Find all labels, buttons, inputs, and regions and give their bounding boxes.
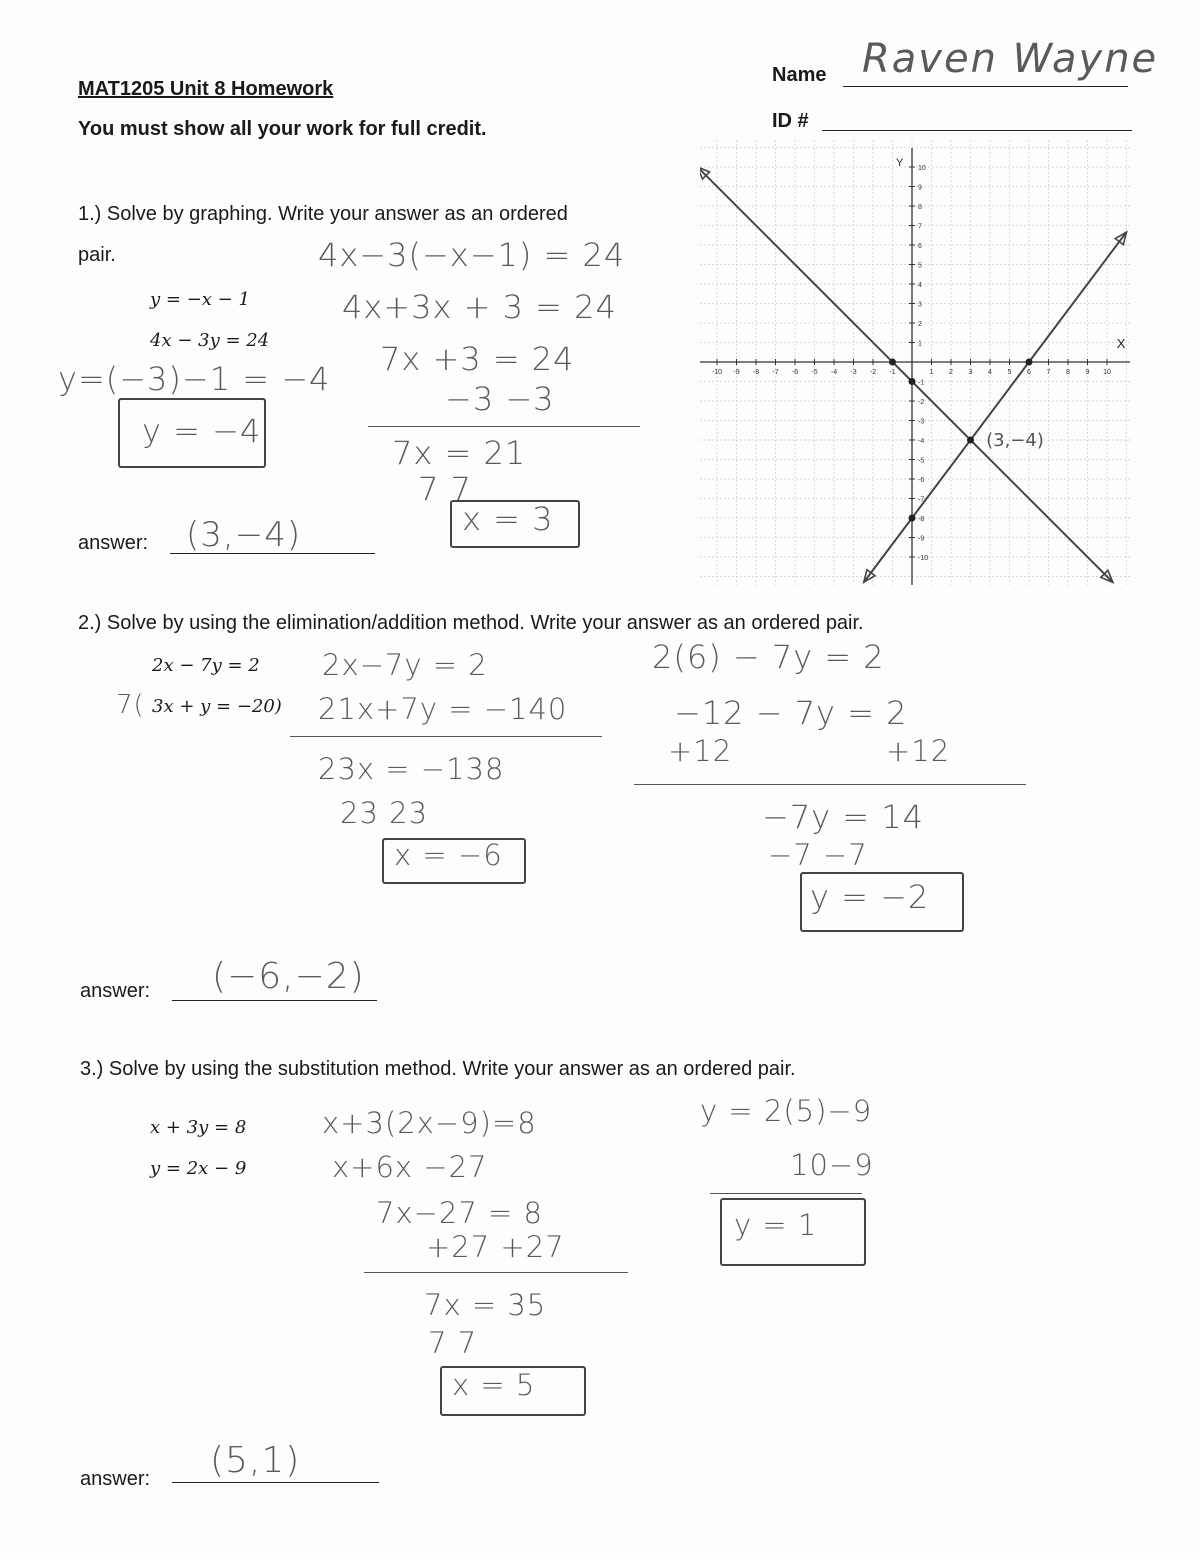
x-tick-label: 1 [929,369,934,376]
y-tick-label: 3 [918,301,922,309]
problem3-prompt: 3.) Solve by using the substitution method. Write your answer as an ordered pair. [80,1058,796,1080]
p3-left-line3: 7x−27 = 8 [376,1196,543,1230]
p3-x-result: x = 5 [452,1368,536,1402]
graph-point [909,515,916,522]
student-name[interactable]: Raven Wayne [862,36,1159,82]
p3-right-rule [710,1193,862,1194]
x-axis-label: X [1116,336,1126,351]
y-tick-label: 9 [918,184,922,192]
p2-answer: (−6,−2) [212,956,365,997]
y-tick-label: 1 [918,340,922,348]
p1-work-line6: 7 7 [418,470,472,508]
y-tick-label: 7 [918,223,922,231]
p1-work-rule [368,426,640,427]
p2-right-line4: −7y = 14 [762,798,924,836]
y-tick-label: -8 [918,516,925,523]
p2-right-line3a: +12 [668,734,733,768]
p2-left-line2: 21x+7y = −140 [318,692,568,726]
p2-y-result: y = −2 [810,878,930,916]
problem2-eq2: 3x + y = −20) [152,696,282,717]
problem2-multiplier: 7( [116,690,145,720]
p1-work-line4: −3 −3 [445,380,555,418]
x-tick-label: -3 [850,369,857,376]
graph-point [909,378,916,385]
x-tick-label: 8 [1066,369,1070,376]
y-tick-label: 8 [918,204,922,211]
problem1-eq2: 4x − 3y = 24 [150,330,270,351]
p3-left-line4: +27 +27 [426,1230,565,1264]
p1-answer-label: answer: [78,532,149,554]
graph-point [889,359,896,366]
y-tick-label: -2 [918,399,925,406]
p3-left-rule [364,1272,628,1273]
p2-left-line1: 2x−7y = 2 [322,648,488,682]
x-tick-label: -6 [791,369,799,376]
p1-answer: (3,−4) [186,515,302,555]
p2-right-line5: −7 −7 [768,838,868,872]
y-tick-label: 2 [918,321,922,328]
graph-point [1026,359,1033,366]
y-tick-label: -6 [918,477,925,484]
y-axis-label: Y [896,157,904,169]
x-tick-label: -10 [711,369,723,376]
x-tick-label: -5 [811,369,818,376]
problem1-eq1: y = −x − 1 [150,289,250,310]
p2-right-line1: 2(6) − 7y = 2 [652,638,885,676]
p3-right-line1: y = 2(5)−9 [700,1094,873,1128]
x-tick-label: 9 [1085,369,1090,376]
p3-left-line1: x+3(2x−9)=8 [322,1106,537,1140]
problem3-eq1: x + 3y = 8 [150,1117,247,1138]
x-tick-label: -4 [830,369,838,376]
x-tick-label: 10 [1103,369,1111,376]
id-line[interactable] [822,130,1132,131]
problem1-prompt-cont: pair. [78,244,116,266]
x-tick-label: 3 [968,369,973,376]
y-tick-label: -7 [918,496,925,504]
y-tick-label: -1 [918,379,925,387]
p3-right-line2: 10−9 [790,1148,874,1182]
problem2-eq1: 2x − 7y = 2 [152,655,260,676]
x-tick-label: -7 [772,369,779,376]
p2-right-rule [634,784,1026,785]
p1-y-work: y=(−3)−1 = −4 [58,360,331,398]
p2-left-line3: 23x = −138 [318,752,505,786]
y-tick-label: 10 [918,165,926,172]
name-label: Name [772,64,827,86]
p2-left-line4: 23 23 [340,796,429,830]
problem1-graph [700,140,1130,585]
y-tick-label: -3 [918,418,925,426]
y-tick-label: 6 [918,243,922,250]
graph-line-1 [700,167,1113,582]
p1-work-line2: 4x+3x + 3 = 24 [342,288,617,326]
p3-left-line2: x+6x −27 [332,1150,488,1184]
p1-work-line3: 7x +3 = 24 [380,340,575,378]
intersection-label: (3,−4) [986,430,1044,451]
p2-answer-line[interactable] [172,1000,377,1001]
p1-y-result: y = −4 [142,412,262,450]
p3-answer: (5,1) [210,1440,301,1481]
y-tick-label: -5 [918,457,925,465]
p1-work-line1: 4x−3(−x−1) = 24 [318,236,626,274]
instructions: You must show all your work for full credit. [78,118,487,140]
p3-left-line5: 7x = 35 [424,1288,547,1322]
p2-right-line3b: +12 [886,734,951,768]
x-tick-label: -2 [869,369,877,376]
x-tick-label: 7 [1046,369,1051,376]
p2-answer-label: answer: [80,980,151,1002]
y-tick-label: -10 [918,555,929,562]
p3-answer-label: answer: [80,1468,151,1490]
p3-answer-line[interactable] [172,1482,379,1483]
p1-x-result: x = 3 [462,500,554,538]
y-tick-label: 5 [918,262,922,270]
y-tick-label: -9 [918,535,925,543]
problem2-prompt: 2.) Solve by using the elimination/addition method. Write your answer as an ordered pair. [78,612,864,634]
name-line [843,86,1128,87]
id-label: ID # [772,110,809,132]
problem3-eq2: y = 2x − 9 [150,1158,247,1179]
graph-point [967,437,974,444]
p2-left-rule [290,736,602,737]
p1-work-line5: 7x = 21 [392,434,527,472]
p2-x-result: x = −6 [394,838,503,872]
y-tick-label: 4 [918,282,922,289]
x-tick-label: 6 [1027,369,1031,376]
x-tick-label: -1 [889,369,896,376]
p3-y-result: y = 1 [734,1208,818,1242]
x-tick-label: 5 [1007,369,1012,376]
x-tick-label: -8 [752,369,760,376]
y-tick-label: -4 [918,438,925,445]
x-tick-label: 2 [949,369,953,376]
p3-left-line6: 7 7 [428,1326,478,1360]
course-title: MAT1205 Unit 8 Homework [78,78,334,100]
x-tick-label: 4 [988,369,992,376]
p2-right-line2: −12 − 7y = 2 [674,694,908,732]
x-tick-label: -9 [733,369,740,376]
problem1-prompt: 1.) Solve by graphing. Write your answer as an ordered [78,203,568,225]
